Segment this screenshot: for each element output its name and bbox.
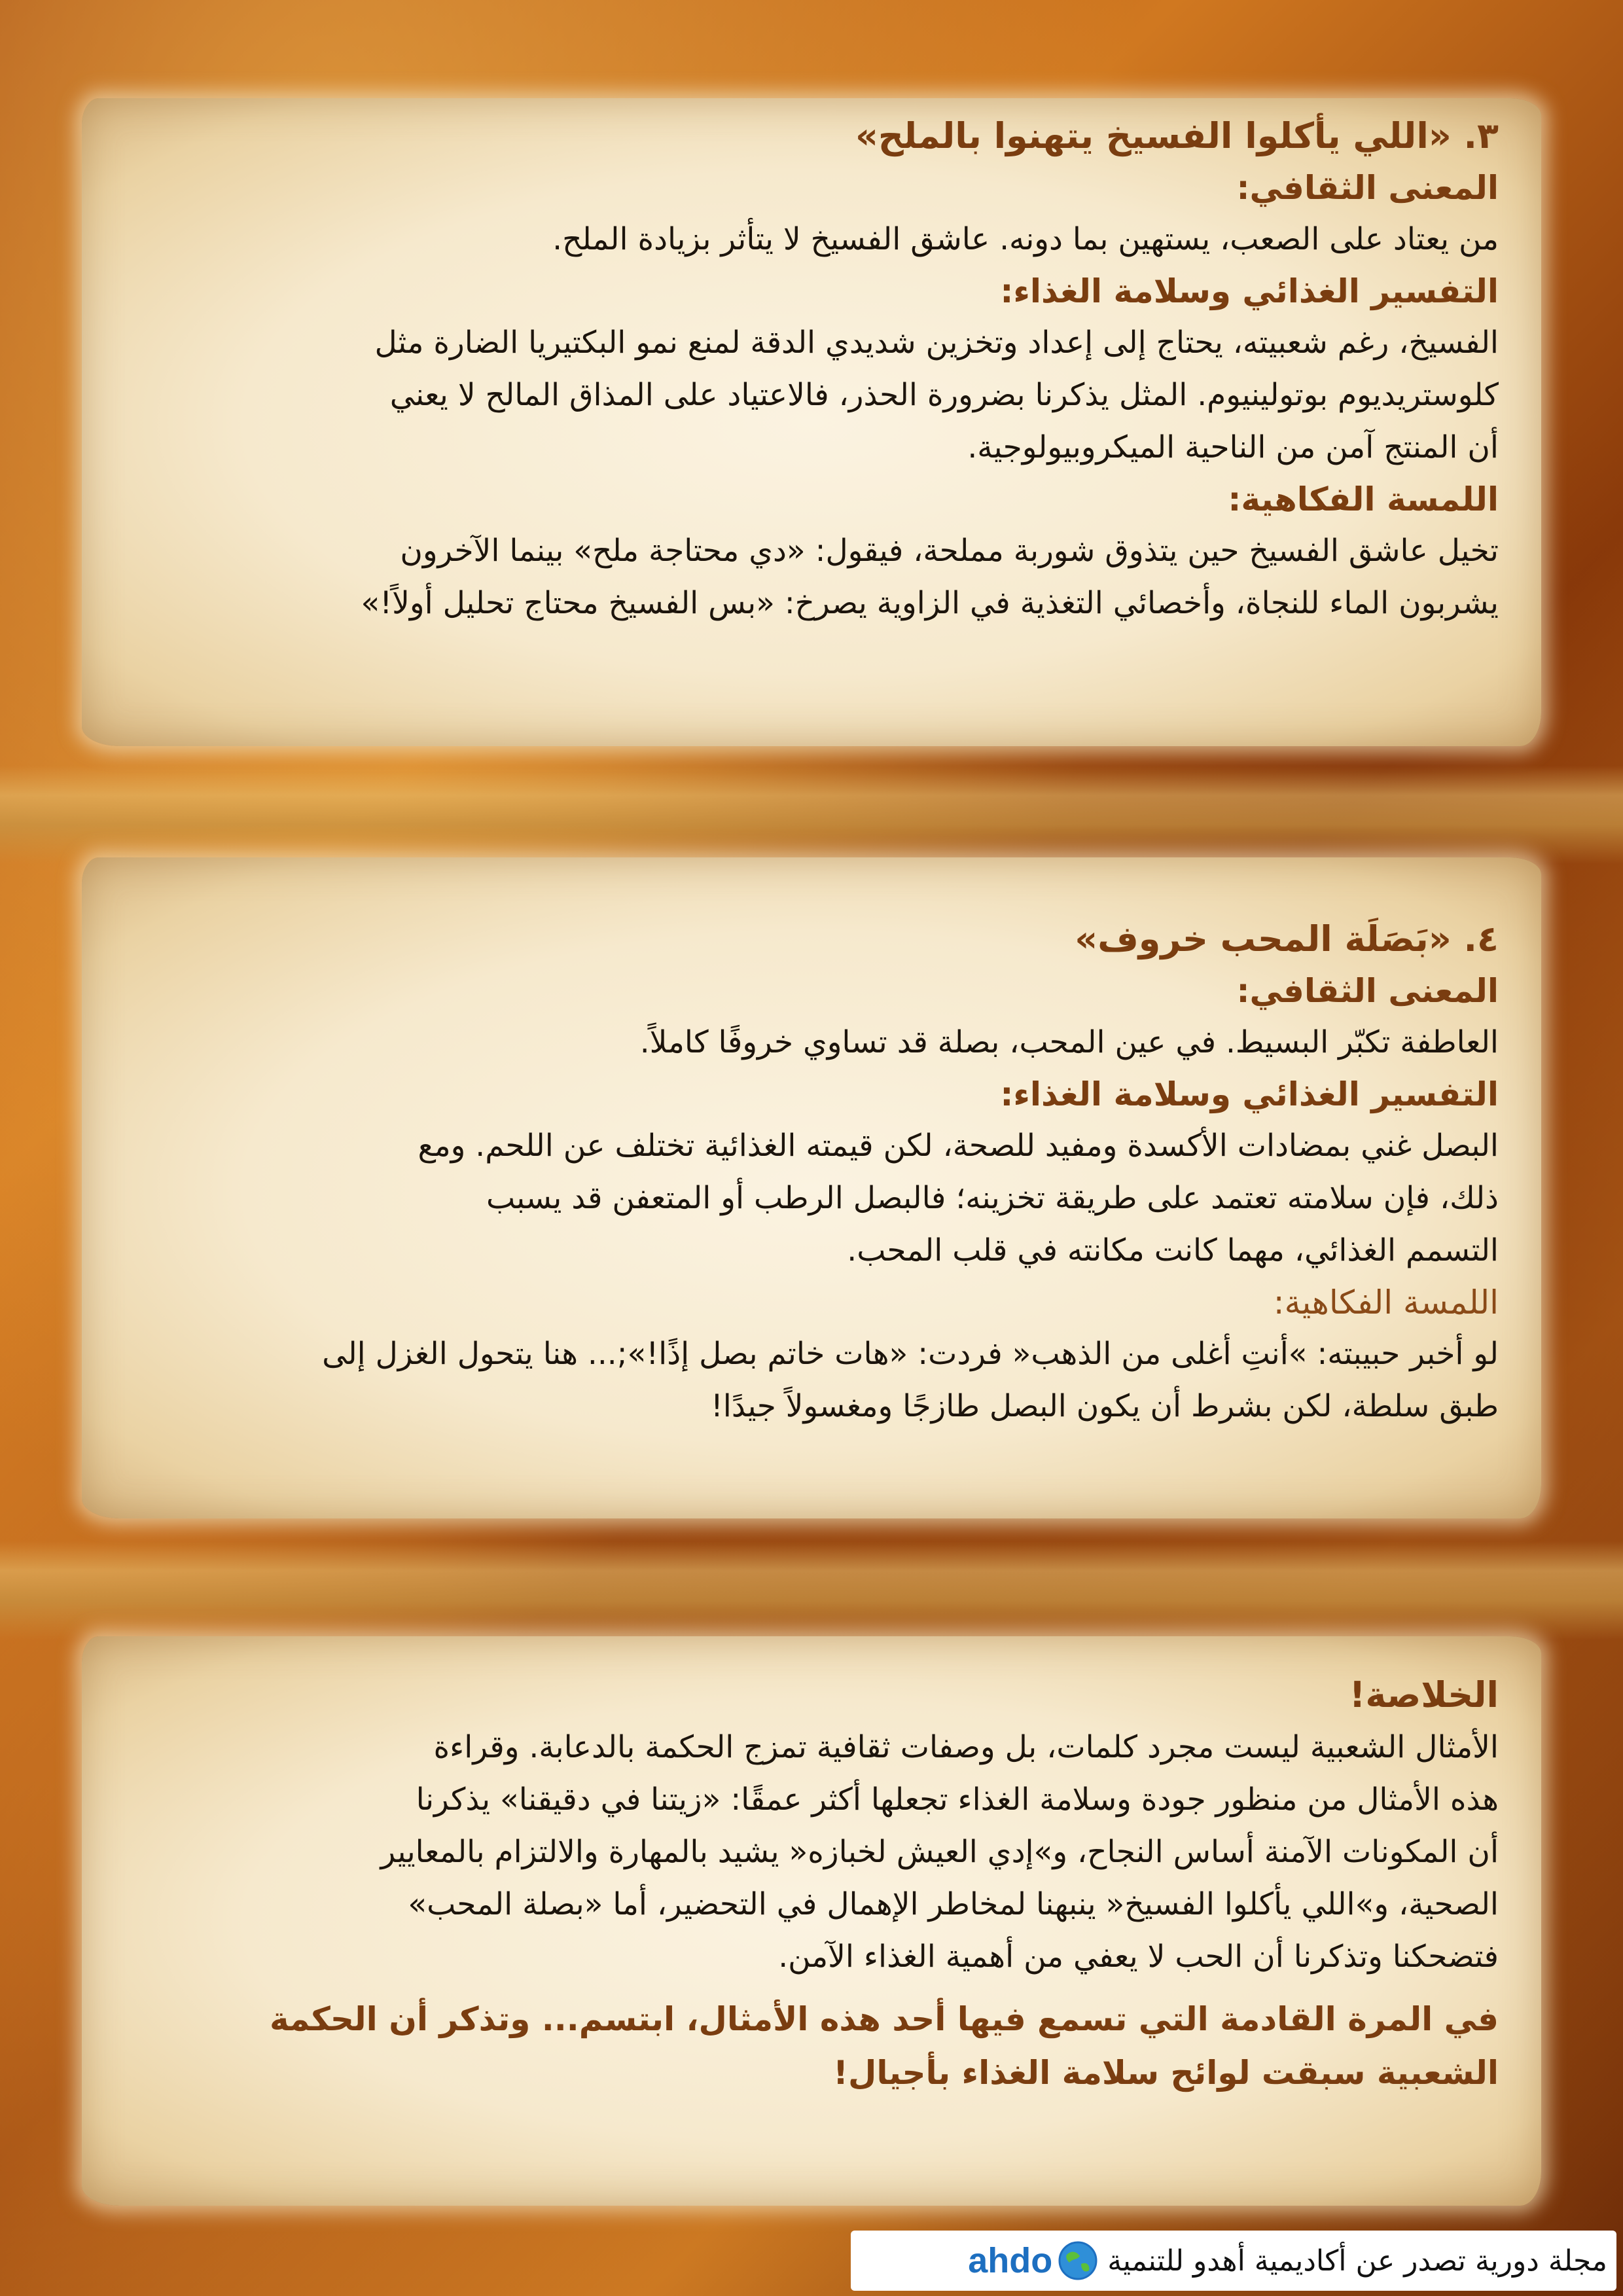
section-3-cultural-label: المعنى الثقافي: [1236,169,1499,207]
section-4-humor-line: لو أخبر حبيبته: »أنتِ أغلى من الذهب« فردت: «هات خاتم بصل إذًا!»;... هنا يتحول الغزل إلى [322,1336,1499,1372]
conclusion-section [82,1636,1541,2206]
section-3-humor-label: اللمسة الفكاهية: [1228,480,1499,518]
conclusion-line: الصحية، و»اللي يأكلوا الفسيخ« ينبهنا لمخاطر الإهمال في التحضير، أما «بصلة المحب» [408,1886,1499,1922]
closing-line: الشعبية سبقت لوائح سلامة الغذاء بأجيال! [833,2054,1499,2092]
conclusion-line: فتضحكنا وتذكرنا أن الحب لا يعفي من أهمية الغذاء الآمن. [778,1939,1499,1975]
conclusion-line: الأمثال الشعبية ليست مجرد كلمات، بل وصفات ثقافية تمزج الحكمة بالدعابة. وقراءة [433,1729,1499,1765]
section-4-cultural-label: المعنى الثقافي: [1236,972,1499,1010]
conclusion-line: هذه الأمثال من منظور جودة وسلامة الغذاء تجعلها أكثر عمقًا: «زيتنا في دقيقنا» يذكرنا [416,1782,1499,1818]
closing-line: في المرة القادمة التي تسمع فيها أحد هذه الأمثال، ابتسم... وتذكر أن الحكمة [269,2000,1499,2038]
section-4-nutrition-line: البصل غني بمضادات الأكسدة ومفيد للصحة، لكن قيمته الغذائية تختلف عن اللحم. ومع [418,1128,1499,1164]
proverb-section-3 [82,98,1541,746]
section-4-title: ٤. «بَصَلَة المحب خروف» [1075,918,1499,960]
brand-logo [968,2240,1098,2281]
section-4-nutrition-line: التسمم الغذائي، مهما كانت مكانته في قلب المحب. [847,1232,1499,1268]
conclusion-title: الخلاصة! [1349,1674,1499,1715]
torn-paper-strip-1 [0,766,1623,864]
section-4-humor-label: اللمسة الفكاهية: [1273,1283,1499,1321]
section-3-humor-line: تخيل عاشق الفسيخ حين يتذوق شوربة مملحة، فيقول: «دي محتاجة ملح» بينما الآخرون [400,533,1499,569]
section-4-nutrition-label: التفسير الغذائي وسلامة الغذاء: [1000,1075,1499,1113]
section-3-nutrition-line: أن المنتج آمن من الناحية الميكروبيولوجية. [967,429,1499,465]
brand-name: ahdo [968,2241,1053,2280]
section-4-nutrition-line: ذلك، فإن سلامته تعتمد على طريقة تخزينه؛ فالبصل الرطب أو المتعفن قد يسبب [486,1180,1499,1216]
section-3-humor-line: يشربون الماء للنجاة، وأخصائي التغذية في الزاوية يصرخ: «بس الفسيخ محتاج تحليل أولاً!» [361,585,1499,621]
section-4-humor-line: طبق سلطة، لكن بشرط أن يكون البصل طازجًا ومغسولاً جيدًا! [710,1388,1499,1424]
section-3-nutrition-line: الفسيخ، رغم شعبيته، يحتاج إلى إعداد وتخزين شديدي الدقة لمنع نمو البكتيريا الضارة مثل [374,325,1499,361]
proverb-section-4 [82,857,1541,1518]
conclusion-line: أن المكونات الآمنة أساس النجاح، و»إدي العيش لخبازه« يشيد بالمهارة والالتزام بالمعايير [380,1834,1499,1870]
section-3-cultural-text: من يعتاد على الصعب، يستهين بما دونه. عاشق الفسيخ لا يتأثر بزيادة الملح. [552,221,1499,257]
torn-paper-strip-2 [0,1541,1623,1640]
section-3-nutrition-label: التفسير الغذائي وسلامة الغذاء: [1000,272,1499,310]
footer-text: مجلة دورية تصدر عن أكاديمية أهدو للتنمية [1107,2244,1607,2278]
section-4-cultural-text: العاطفة تكبّر البسيط. في عين المحب، بصلة قد تساوي خروفًا كاملاً. [639,1024,1499,1060]
footer-banner [851,2231,1616,2291]
globe-icon [1058,2240,1098,2281]
section-3-nutrition-line: كلوستريديوم بوتولينيوم. المثل يذكرنا بضرورة الحذر، فالاعتياد على المذاق المالح لا يعني [389,377,1499,413]
section-3-title: ٣. «اللي يأكلوا الفسيخ يتهنوا بالملح» [855,115,1499,156]
